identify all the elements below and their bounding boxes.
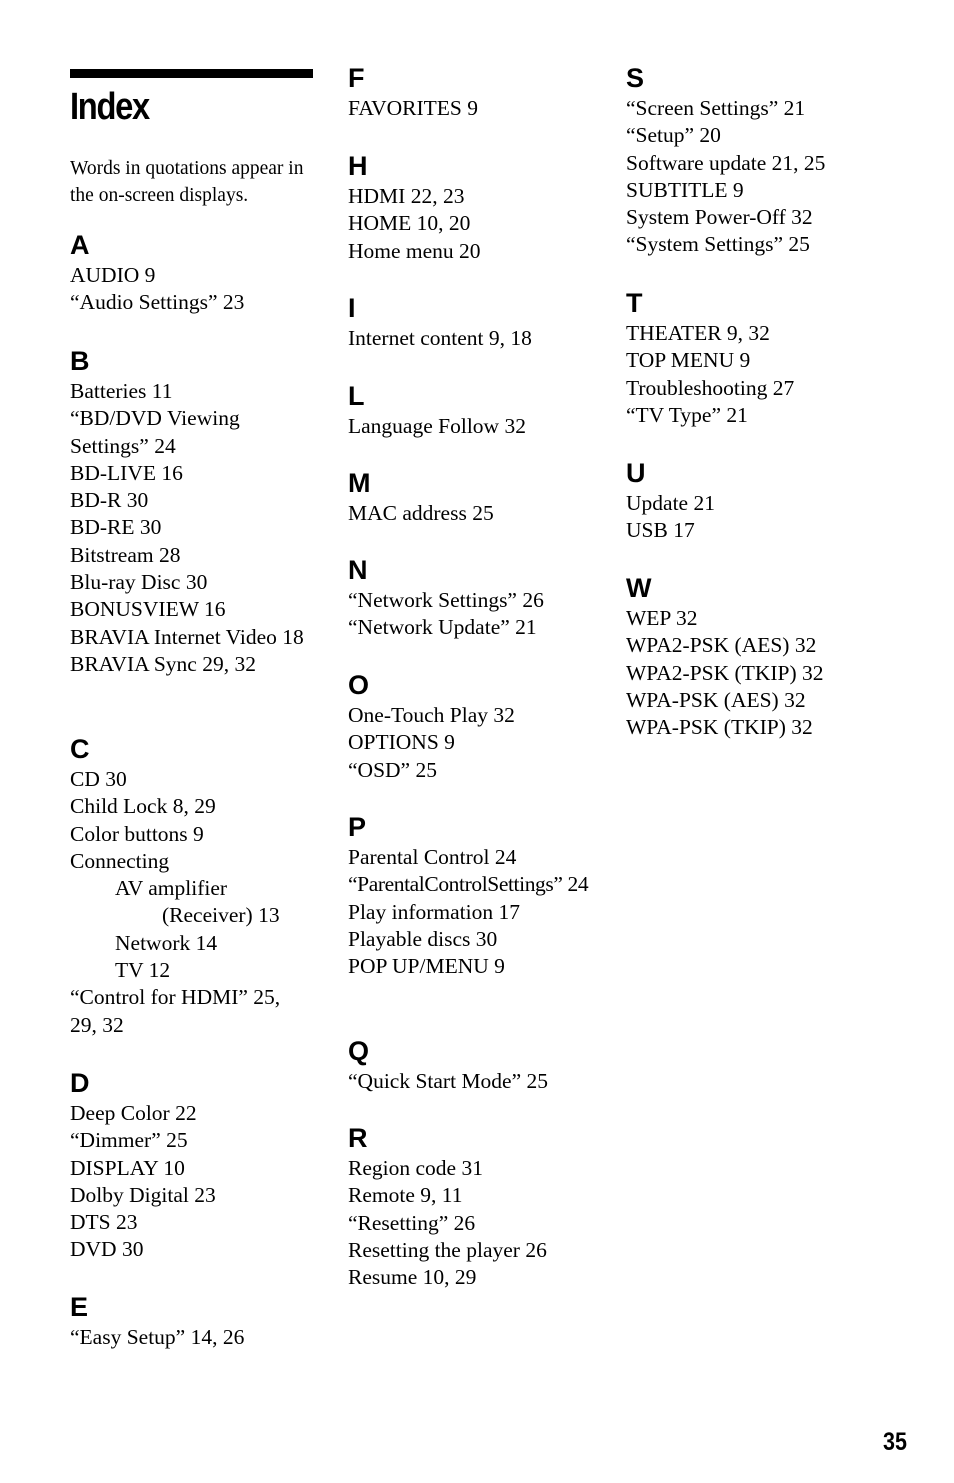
index-entry: Blu-ray Disc 30 xyxy=(70,570,208,595)
section-letter: C xyxy=(70,734,90,764)
index-section-a xyxy=(70,230,332,317)
page-title: Index xyxy=(70,86,149,128)
index-entry: “System Settings” 25 xyxy=(626,232,810,257)
index-section-i xyxy=(348,293,610,352)
index-entry: “Setup” 20 xyxy=(626,123,721,148)
index-subentry: TV 12 xyxy=(115,958,171,983)
index-entry: BD-LIVE 16 xyxy=(70,460,183,485)
index-entry: BD-R 30 xyxy=(70,488,149,513)
section-letter: A xyxy=(70,230,90,260)
index-entry: POP UP/MENU 9 xyxy=(348,954,505,979)
index-entry: Batteries 11 xyxy=(70,379,173,403)
section-letter: O xyxy=(348,670,370,700)
index-entry: WPA-PSK (TKIP) 32 xyxy=(626,715,813,740)
index-entry: BD-RE 30 xyxy=(70,515,162,540)
section-letter: S xyxy=(626,63,645,93)
index-entry: USB 17 xyxy=(626,518,695,543)
index-section-n xyxy=(348,555,610,642)
section-letter: H xyxy=(348,151,368,181)
index-entry: DISPLAY 10 xyxy=(70,1155,185,1180)
index-entry: WPA2-PSK (TKIP) 32 xyxy=(626,660,824,685)
index-entry: DVD 30 xyxy=(70,1237,144,1262)
index-entry: “TV Type” 21 xyxy=(626,402,748,427)
index-entry: BRAVIA Sync 29, 32 xyxy=(70,651,256,676)
index-entry: “ParentalControlSettings” 24 xyxy=(348,872,589,897)
index-entry: “Network Update” 21 xyxy=(348,615,537,640)
index-entry: Play information 17 xyxy=(348,899,520,924)
index-entry: THEATER 9, 32 xyxy=(626,321,770,345)
index-entry: “Network Settings” 26 xyxy=(348,588,544,612)
index-entry: WPA2-PSK (AES) 32 xyxy=(626,633,817,658)
index-entry: “BD/DVD Viewing Settings” 24 xyxy=(70,406,240,458)
index-entry: Parental Control 24 xyxy=(348,845,517,869)
index-entry: OPTIONS 9 xyxy=(348,730,455,755)
index-entry: BONUSVIEW 16 xyxy=(70,597,226,622)
index-section-d xyxy=(70,1068,332,1264)
index-section-w xyxy=(626,573,888,741)
index-entry: Update 21 xyxy=(626,491,715,515)
index-section-s xyxy=(626,63,888,259)
index-entry: “Quick Start Mode” 25 xyxy=(348,1069,549,1093)
index-entry: One-Touch Play 32 xyxy=(348,703,515,727)
index-entry: “Resetting” 26 xyxy=(348,1210,476,1235)
index-entry: System Power-Off 32 xyxy=(626,205,813,230)
index-section-q xyxy=(348,1036,610,1095)
section-letter: B xyxy=(70,346,90,376)
index-entry: DTS 23 xyxy=(70,1210,138,1235)
index-section-o xyxy=(348,670,610,784)
index-entry: BRAVIA Internet Video 18 xyxy=(70,624,304,649)
index-entry: AUDIO 9 xyxy=(70,263,156,287)
index-section-b xyxy=(70,346,332,678)
section-letter: E xyxy=(70,1292,89,1322)
index-entry: “Audio Settings” 23 xyxy=(70,290,245,315)
index-entry: MAC address 25 xyxy=(348,501,494,525)
index-entry: Connecting xyxy=(70,848,170,873)
index-entry: TOP MENU 9 xyxy=(626,348,751,373)
index-section-u xyxy=(626,458,888,545)
index-entry: Remote 9, 11 xyxy=(348,1183,463,1208)
intro-note: Words in quotations appear in the on-screen displays. xyxy=(70,158,304,206)
index-entry: Playable discs 30 xyxy=(348,926,498,951)
index-entry: Software update 21, 25 xyxy=(626,150,826,175)
index-section-c xyxy=(70,734,332,1039)
index-entry: CD 30 xyxy=(70,767,127,791)
section-letter: W xyxy=(626,573,652,603)
index-entry: Troubleshooting 27 xyxy=(626,375,795,400)
section-letter: N xyxy=(348,555,368,585)
index-entry: Internet content 9, 18 xyxy=(348,326,532,350)
index-entry: “Easy Setup” 14, 26 xyxy=(70,1325,245,1349)
section-letter: P xyxy=(348,812,367,842)
index-section-r xyxy=(348,1123,610,1291)
index-entry: “Dimmer” 25 xyxy=(70,1128,188,1153)
section-letter: M xyxy=(348,468,371,498)
index-section-e xyxy=(70,1292,332,1351)
section-letter: D xyxy=(70,1068,90,1098)
index-entry: WPA-PSK (AES) 32 xyxy=(626,687,806,712)
index-entry: FAVORITES 9 xyxy=(348,96,479,120)
index-entry: HOME 10, 20 xyxy=(348,211,471,236)
index-entry: Color buttons 9 xyxy=(70,821,204,846)
index-section-l xyxy=(348,381,610,440)
index-entry: Region code 31 xyxy=(348,1156,483,1180)
index-section-f xyxy=(348,63,610,122)
section-letter: I xyxy=(348,293,356,323)
index-entry: Resetting the player 26 xyxy=(348,1237,547,1262)
index-entry: “Screen Settings” 21 xyxy=(626,96,806,120)
index-entry: Dolby Digital 23 xyxy=(70,1182,216,1207)
section-letter: F xyxy=(348,63,365,93)
index-entry: WEP 32 xyxy=(626,606,698,630)
section-letter: L xyxy=(348,381,365,411)
index-subentry: AV amplifier xyxy=(115,876,228,901)
title-rule xyxy=(70,69,313,78)
index-section-m xyxy=(348,468,610,527)
index-entry: Bitstream 28 xyxy=(70,542,181,567)
index-subentry: Network 14 xyxy=(115,930,218,955)
section-letter: T xyxy=(626,288,643,318)
index-entry: SUBTITLE 9 xyxy=(626,177,744,202)
index-entry: Resume 10, 29 xyxy=(348,1265,477,1290)
index-section-h xyxy=(348,151,610,265)
index-entry: “OSD” 25 xyxy=(348,757,437,782)
index-section-t xyxy=(626,288,888,429)
index-entry: Child Lock 8, 29 xyxy=(70,794,216,819)
section-letter: U xyxy=(626,458,646,488)
index-entry: “Control for HDMI” 25, 29, 32 xyxy=(70,985,281,1037)
section-letter: Q xyxy=(348,1036,370,1066)
index-entry: Deep Color 22 xyxy=(70,1101,197,1125)
index-section-p xyxy=(348,812,610,980)
page-number: 35 xyxy=(883,1428,907,1456)
index-entry: HDMI 22, 23 xyxy=(348,184,465,208)
index-entry: Home menu 20 xyxy=(348,238,481,263)
section-letter: R xyxy=(348,1123,368,1153)
index-subentry: (Receiver) 13 xyxy=(162,903,280,928)
index-entry: Language Follow 32 xyxy=(348,414,526,438)
